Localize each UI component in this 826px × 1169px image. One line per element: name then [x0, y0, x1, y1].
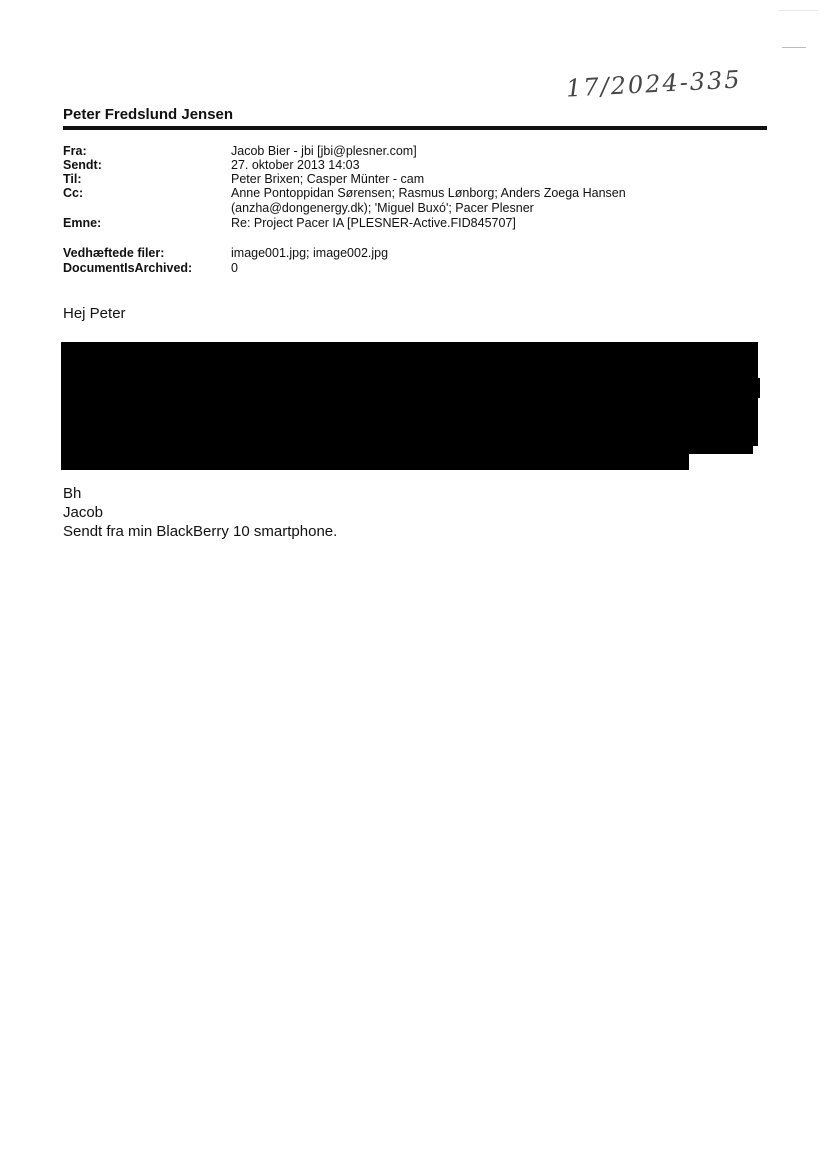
header-label: DocumentIsArchived: — [63, 261, 193, 275]
redaction-block — [61, 450, 689, 470]
header-label: Til: — [63, 172, 82, 186]
header-label: Sendt: — [63, 158, 102, 172]
header-value: Re: Project Pacer IA [PLESNER-Active.FID845707] — [231, 216, 516, 230]
header-value: (anzha@dongenergy.dk); 'Miguel Buxó'; Pacer Plesner — [231, 201, 534, 215]
redaction-block — [748, 378, 760, 398]
header-value: Jacob Bier - jbi [jbi@plesner.com] — [231, 144, 417, 158]
header-value: 0 — [231, 261, 238, 275]
signoff-text: Bh — [63, 485, 82, 502]
header-value: 27. oktober 2013 14:03 — [231, 158, 360, 172]
mailbox-owner-name: Peter Fredslund Jensen — [63, 106, 234, 123]
header-label: Emne: — [63, 216, 102, 230]
header-value: Anne Pontoppidan Sørensen; Rasmus Lønborg; Anders Zoega Hansen — [231, 186, 626, 200]
header-label: Fra: — [63, 144, 87, 158]
header-value: Peter Brixen; Casper Münter - cam — [231, 172, 425, 186]
email-greeting: Hej Peter — [63, 305, 126, 322]
scan-artifact — [778, 10, 818, 11]
header-label: Cc: — [63, 186, 84, 200]
header-label: Vedhæftede filer: — [63, 246, 165, 260]
handwritten-case-number: 17/2024-335 — [565, 65, 743, 103]
device-note: Sendt fra min BlackBerry 10 smartphone. — [63, 523, 338, 540]
sender-name: Jacob — [63, 504, 104, 521]
redaction-block — [61, 342, 758, 446]
scan-artifact — [782, 47, 806, 48]
header-value: image001.jpg; image002.jpg — [231, 246, 389, 260]
email-signature — [63, 484, 337, 541]
header-divider — [63, 126, 767, 130]
